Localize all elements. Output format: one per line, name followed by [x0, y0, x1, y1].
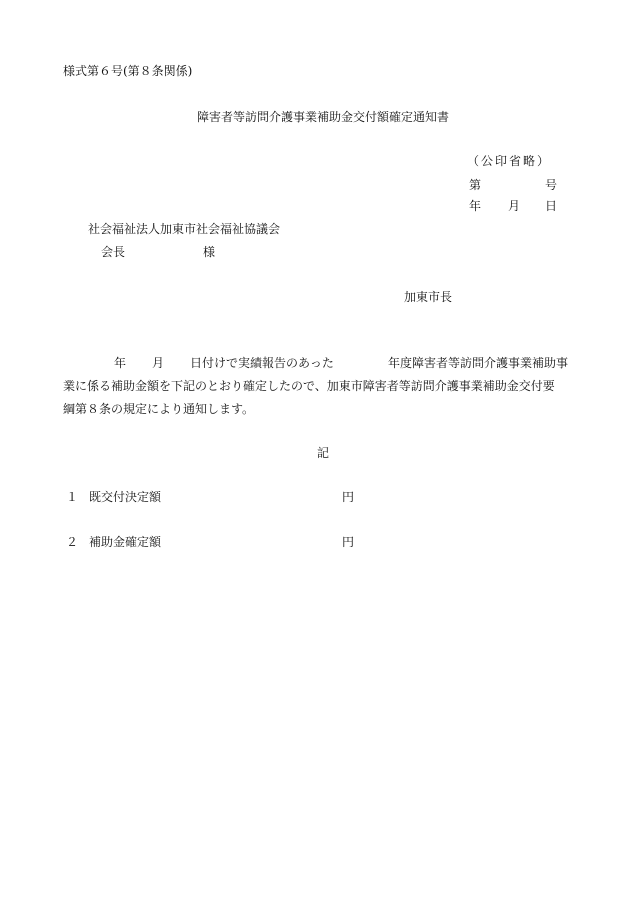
issue-date-month: 月	[508, 199, 521, 213]
issue-date-day: 日	[545, 199, 558, 213]
item-label: 既交付決定額	[89, 490, 162, 504]
doc-number-suffix: 号	[545, 178, 558, 192]
issue-date-year: 年	[469, 199, 482, 213]
body-month-label: 月	[152, 356, 165, 370]
recipient-org: 社会福祉法人加東市社会福祉協議会	[88, 222, 281, 236]
doc-number-prefix: 第	[469, 178, 482, 192]
item-unit: 円	[342, 535, 355, 549]
body-line3: 綱第８条の規定により通知します。	[63, 402, 255, 416]
recipient-position: 会長	[101, 245, 126, 259]
item-unit: 円	[342, 490, 355, 504]
item-label: 補助金確定額	[89, 535, 162, 549]
document-title: 障害者等訪問介護事業補助金交付額確定通知書	[197, 110, 450, 124]
body-line1-end: 年度障害者等訪問介護事業補助事	[388, 356, 569, 370]
body-line1-tail: 日付けで実績報告のあった	[190, 356, 334, 370]
sender-name: 加東市長	[404, 290, 453, 304]
item-number: １	[66, 490, 79, 504]
body-year-label: 年	[114, 356, 127, 370]
official-seal-note: （公印省略）	[467, 154, 552, 168]
form-label: 様式第６号(第８条関係)	[63, 64, 193, 78]
ki-heading: 記	[317, 446, 330, 460]
recipient-honorific: 様	[203, 245, 216, 259]
body-line2: 業に係る補助金額を下記のとおり確定したので、加東市障害者等訪問介護事業補助金交付要	[63, 379, 555, 393]
item-number: ２	[66, 535, 79, 549]
